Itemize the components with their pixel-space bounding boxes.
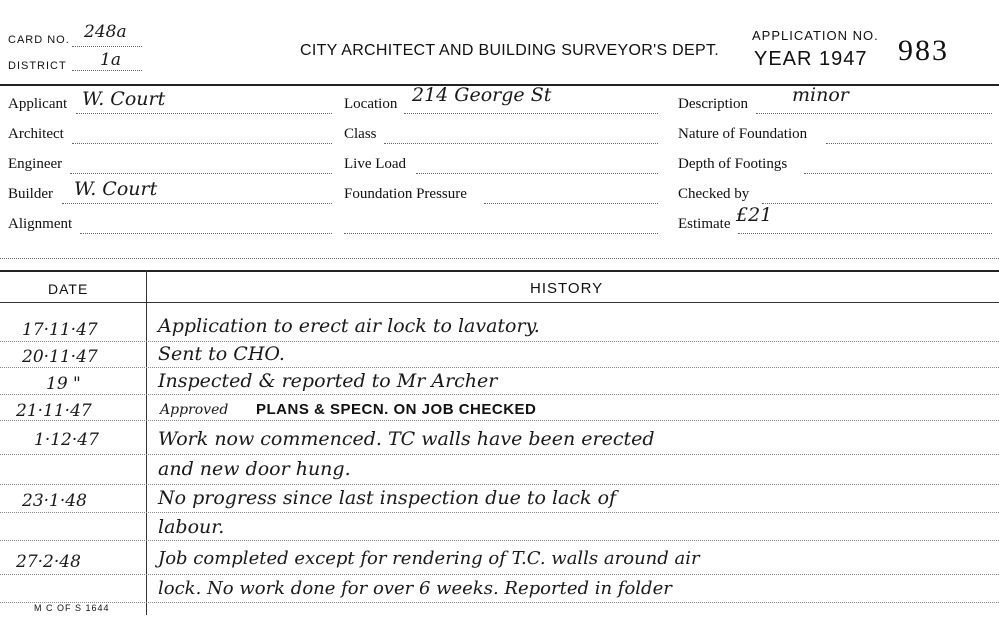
application-number: 983 xyxy=(898,34,949,67)
location-value: 214 George St xyxy=(412,84,552,106)
history-date: 19 " xyxy=(46,374,81,394)
date-column-header: DATE xyxy=(48,281,89,297)
engineer-label: Engineer xyxy=(8,156,63,172)
location-label: Location xyxy=(344,96,398,112)
application-no-label: APPLICATION NO. xyxy=(752,28,879,43)
department-title: CITY ARCHITECT AND BUILDING SURVEYOR'S DEPT. xyxy=(300,42,720,59)
history-entry: Work now commenced. TC walls have been erected xyxy=(158,428,655,450)
checked-by-label: Checked by xyxy=(678,186,750,202)
history-entry: Inspected & reported to Mr Archer xyxy=(158,370,498,392)
history-date: 27·2·48 xyxy=(16,552,81,572)
history-date: 23·1·48 xyxy=(22,491,87,511)
live-load-label: Live Load xyxy=(344,156,407,172)
card-no-value: 248a xyxy=(84,22,127,42)
history-entry: Approved xyxy=(160,402,229,418)
history-entry: Job completed except for rendering of T.C. walls around air xyxy=(158,548,700,569)
builder-value: W. Court xyxy=(74,178,158,200)
nature-of-foundation-label: Nature of Foundation xyxy=(678,126,808,142)
applicant-value: W. Court xyxy=(82,88,166,110)
form-code: M C OF S 1644 xyxy=(34,603,110,613)
history-entry: labour. xyxy=(158,516,225,538)
estimate-value: £21 xyxy=(736,204,773,226)
builder-label: Builder xyxy=(8,186,53,202)
estimate-label: Estimate xyxy=(678,216,731,232)
depth-of-footings-label: Depth of Footings xyxy=(678,156,788,172)
card-no-label: CARD NO. xyxy=(8,34,70,46)
history-date: 20·11·47 xyxy=(22,347,98,367)
history-entry: Sent to CHO. xyxy=(158,343,285,365)
district-value: 1a xyxy=(100,50,121,70)
description-label: Description xyxy=(678,96,748,112)
history-entry: lock. No work done for over 6 weeks. Reported in folder xyxy=(158,578,672,599)
checked-stamp: PLANS & SPECN. ON JOB CHECKED xyxy=(256,401,537,418)
history-date: 1·12·47 xyxy=(34,430,99,450)
year-label: YEAR 1947 xyxy=(754,48,868,70)
history-entry: No progress since last inspection due to lack of xyxy=(158,487,617,509)
architect-label: Architect xyxy=(8,126,64,142)
foundation-pressure-label: Foundation Pressure xyxy=(344,186,467,202)
history-column-header: HISTORY xyxy=(530,280,604,297)
applicant-label: Applicant xyxy=(8,96,68,112)
alignment-label: Alignment xyxy=(8,216,73,232)
description-value: minor xyxy=(792,84,849,106)
history-entry: Application to erect air lock to lavatory. xyxy=(158,315,540,337)
class-label: Class xyxy=(344,126,377,142)
district-label: DISTRICT xyxy=(8,60,67,72)
history-entry: and new door hung. xyxy=(158,458,351,480)
history-date: 21·11·47 xyxy=(16,401,92,421)
history-date: 17·11·47 xyxy=(22,320,98,340)
